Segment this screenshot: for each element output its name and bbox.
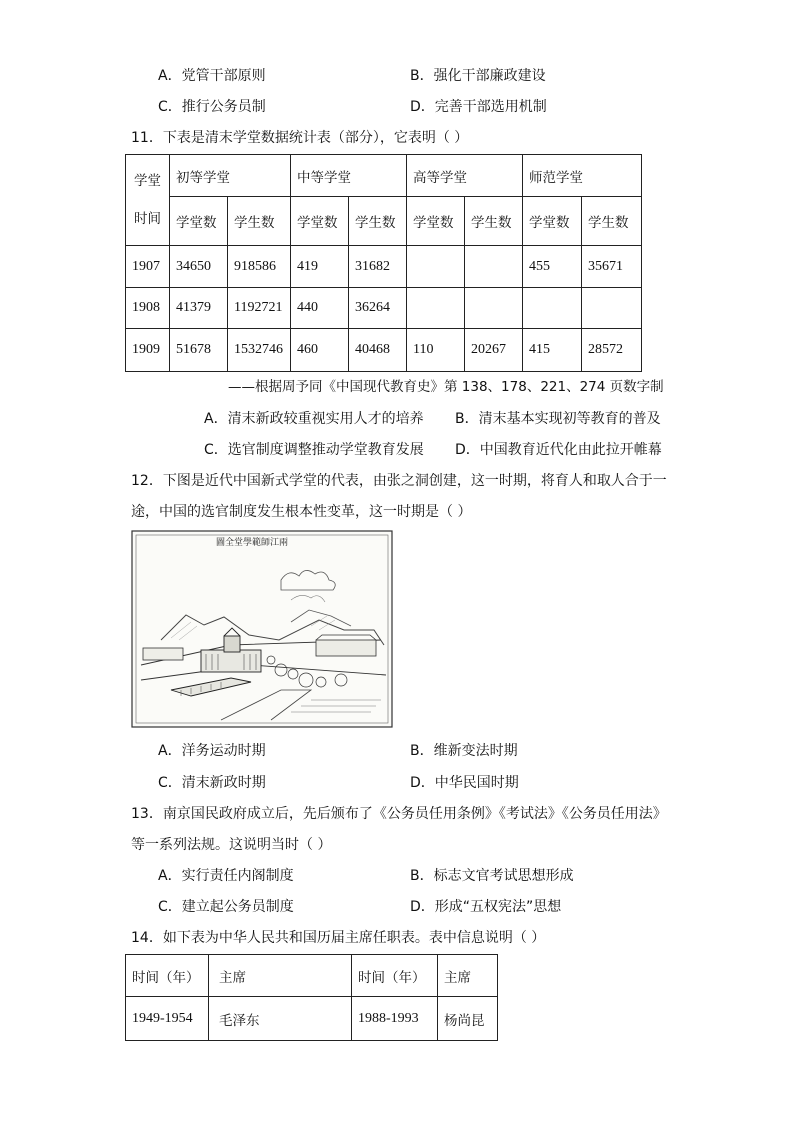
q12-option-d: D．中华民国时期 [410,775,519,791]
table-cell: 40468 [349,329,407,372]
table-cell: 34650 [170,246,228,288]
table-cell [407,288,465,329]
q11-option-c: C．选官制度调整推动学堂教育发展 [204,442,424,458]
q11-group-header: 中等学堂 [291,155,407,197]
table-cell: 1988-1993 [352,997,438,1041]
q14-header: 主席 [438,955,498,997]
q13-option-c: C．建立起公务员制度 [158,899,294,915]
table-row [126,246,642,288]
q13-stem-line2: 等一系列法规。这说明当时（ ） [131,837,332,853]
q13-option-b: B．标志文官考试思想形成 [410,868,574,884]
q14-chairman-table [125,954,498,1041]
q11-subheader: 学堂数 [407,197,465,246]
q11-subheader: 学生数 [582,197,642,246]
q12-option-a: A．洋务运动时期 [158,743,266,759]
q11-year-cell: 1907 [126,246,170,288]
q14-header: 时间（年） [352,955,438,997]
q11-group-header: 初等学堂 [170,155,291,197]
q11-option-d: D．中国教育近代化由此拉开帷幕 [455,442,662,458]
table-cell: 51678 [170,329,228,372]
q11-subheader: 学生数 [349,197,407,246]
q11-subheader: 学生数 [465,197,523,246]
table-cell: 1532746 [228,329,291,372]
school-engraving-image [131,530,393,728]
table-cell: 毛泽东 [209,997,352,1041]
table-row [126,997,498,1041]
table-cell [582,288,642,329]
table-cell: 415 [523,329,582,372]
table-cell: 31682 [349,246,407,288]
q11-option-a: A．清末新政较重视实用人才的培养 [204,411,424,427]
q14-header: 主席 [209,955,352,997]
q11-subheader: 学堂数 [291,197,349,246]
table-cell: 1192721 [228,288,291,329]
table-cell: 28572 [582,329,642,372]
image-caption-text: 圖全堂學範師江兩 [216,538,289,548]
q11-corner-cell [126,155,170,246]
table-cell: 35671 [582,246,642,288]
q11-group-header: 师范学堂 [523,155,642,197]
table-row [126,288,642,329]
q10-option-b: B．强化干部廉政建设 [410,68,546,84]
q13-option-a: A．实行责任内阁制度 [158,868,294,884]
table-cell: 455 [523,246,582,288]
table-cell: 杨尚昆 [438,997,498,1041]
table-cell: 1949-1954 [126,997,209,1041]
table-cell [523,288,582,329]
q12-option-c: C．清末新政时期 [158,775,266,791]
q11-corner-top: 学堂 [134,173,161,189]
table-cell: 419 [291,246,349,288]
q11-subheader: 学堂数 [523,197,582,246]
school-engraving-drawing [131,530,393,728]
q11-subheader: 学堂数 [170,197,228,246]
q14-header: 时间（年） [126,955,209,997]
q10-option-d: D．完善干部选用机制 [410,99,547,115]
table-cell: 20267 [465,329,523,372]
table-cell: 36264 [349,288,407,329]
table-cell [407,246,465,288]
q11-corner-bottom: 时间 [134,211,161,227]
q11-year-cell: 1908 [126,288,170,329]
q12-stem-line1: 12．下图是近代中国新式学堂的代表，由张之洞创建，这一时期，将育人和取人合于一 [131,473,667,489]
q11-stem: 11．下表是清末学堂数据统计表（部分），它表明（ ） [131,130,469,146]
table-cell [465,246,523,288]
q11-school-table [125,154,642,372]
q13-stem-line1: 13．南京国民政府成立后，先后颁布了《公务员任用条例》《考试法》《公务员任用法》 [131,806,667,822]
q11-group-header: 高等学堂 [407,155,523,197]
q11-subheader: 学生数 [228,197,291,246]
q11-source-note: ——根据周予同《中国现代教育史》第 138、178、221、274 页数字制 [228,379,664,395]
q11-year-cell: 1909 [126,329,170,372]
table-cell: 918586 [228,246,291,288]
table-cell: 110 [407,329,465,372]
q13-option-d: D．形成“五权宪法”思想 [410,899,562,915]
q12-option-b: B．维新变法时期 [410,743,518,759]
table-cell: 41379 [170,288,228,329]
table-cell: 440 [291,288,349,329]
q10-option-a: A．党管干部原则 [158,68,266,84]
q14-stem: 14．如下表为中华人民共和国历届主席任职表。表中信息说明（ ） [131,930,546,946]
q11-option-b: B．清末基本实现初等教育的普及 [455,411,661,427]
table-row [126,329,642,372]
table-cell [465,288,523,329]
q10-option-c: C．推行公务员制 [158,99,266,115]
q12-stem-line2: 途，中国的选官制度发生根本性变革，这一时期是（ ） [131,504,472,520]
table-cell: 460 [291,329,349,372]
